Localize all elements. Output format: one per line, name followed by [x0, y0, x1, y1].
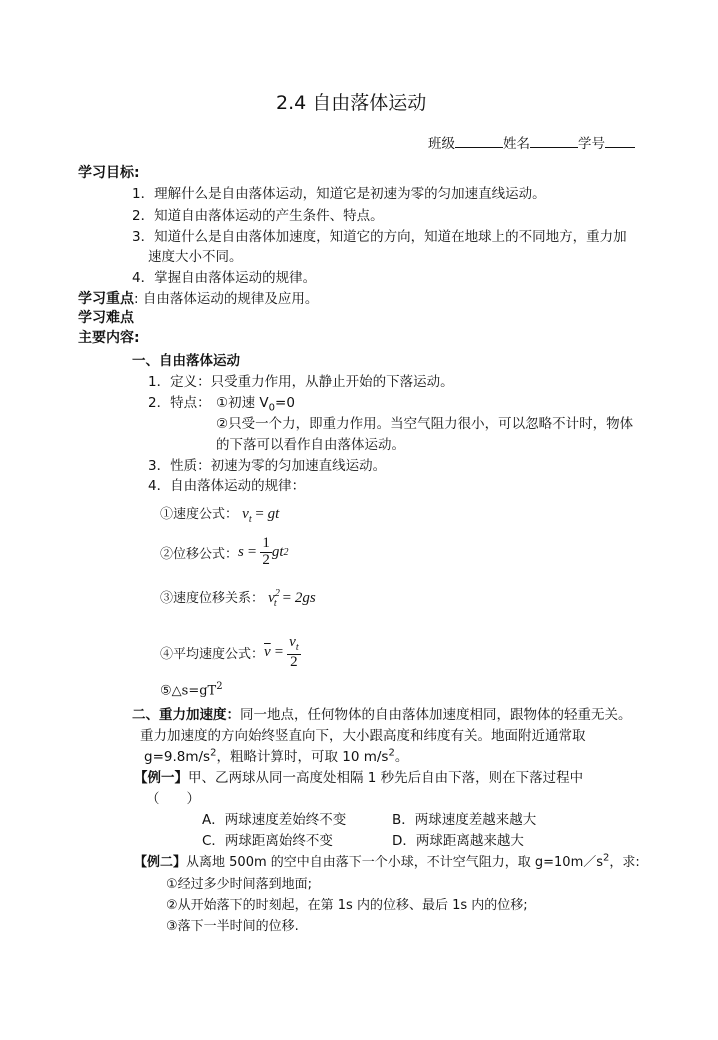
goals-heading: 学习目标:: [78, 165, 140, 181]
section1-definition: 1．定义：只受重力作用，从静止开始的下落运动。: [148, 374, 454, 390]
example2-text-b: ，求:: [609, 855, 640, 870]
key-point-colon: :: [134, 291, 139, 307]
example1-label: 【例一】: [134, 770, 188, 786]
key-point-line: [78, 287, 318, 308]
difficulty-heading: 学习难点: [78, 310, 134, 326]
formula-displacement: [160, 536, 289, 569]
goal-item-2: 2．知道自由落体运动的产生条件、特点。: [132, 208, 384, 224]
key-point-heading: 学习重点: [78, 291, 134, 307]
id-blank[interactable]: [605, 134, 635, 148]
formula2-expr: s = $\frac{1}{2}$ gt 2: [238, 535, 289, 568]
page-title: 2.4 自由落体运动: [276, 92, 427, 114]
feature1-sub: 0: [268, 402, 276, 414]
section1-feature-1: [216, 391, 295, 414]
section1-nature: 3．性质：初速为零的匀加速直线运动。: [148, 458, 387, 474]
example1-text: 甲、乙两球从同一高度处相隔 1 秒先后自由下落，则在下落过程中: [188, 770, 584, 786]
example1-option-c: C．两球距离始终不变: [202, 833, 333, 849]
example2-label: 【例二】: [134, 855, 187, 870]
section1-feature-2-line2: 的下落可以看作自由落体运动。: [216, 437, 405, 453]
class-blank[interactable]: [455, 134, 503, 148]
id-label: 学号: [578, 136, 605, 152]
section1-feature-2-line1: ②只受一个力，即重力作用。当空气阻力很小，可以忽略不计时，物体: [216, 416, 634, 432]
goal-item-4: 4．掌握自由落体运动的规律。: [132, 270, 317, 286]
formula2-label: ②位移公式：: [160, 546, 239, 562]
feature1-prefix: ①初速 V: [216, 395, 269, 411]
goal-item-1: 1．理解什么是自由落体运动，知道它是初速为零的匀加速直线运动。: [132, 186, 546, 202]
section1-laws-label: 4．自由落体运动的规律：: [148, 478, 306, 494]
section2-heading: 二、重力加速度：: [132, 707, 240, 723]
formula-average-velocity: [160, 635, 301, 670]
formula5-sup: 2: [216, 681, 223, 692]
formula-delta-s: [160, 681, 223, 698]
example1-option-a: A．两球速度差始终不变: [202, 812, 347, 828]
example2-q2: ②从开始落下的时刻起，在第 1s 内的位移、最后 1s 内的位移;: [166, 898, 528, 913]
class-label: 班级: [428, 136, 455, 152]
section2-line3-a: g=9.8m/s: [144, 749, 211, 765]
example2-sup: 2: [603, 852, 610, 864]
section2-line3: [144, 745, 408, 765]
formula5-text: ⑤△s=gT: [160, 683, 217, 699]
formula4-label: ④平均速度公式：: [160, 647, 265, 663]
example2-q1: ①经过多少时间落到地面;: [166, 877, 313, 892]
section2-line3-c: 。: [394, 749, 409, 765]
section2-line3-sup1: 2: [210, 747, 217, 759]
formula1-expr: $v_t$ = gt: [242, 506, 280, 525]
feature1-suffix: =0: [275, 395, 295, 411]
section2-text1: 同一地点，任何物体的自由落体加速度相同，跟物体的轻重无关。: [240, 707, 632, 723]
formula3-expr: $v_{2t} = 2gs$: [268, 588, 316, 609]
section2-line3-sup2: 2: [388, 747, 395, 759]
section2-line2: 重力加速度的方向始终竖直向下，大小跟高度和纬度有关。地面附近通常取: [140, 728, 586, 744]
goal-item-3: 3．知道什么是自由落体加速度，知道它的方向，知道在地球上的不同地方，重力加: [132, 229, 627, 245]
student-info-line: [428, 132, 635, 152]
example1-option-d: D．两球距离越来越大: [392, 833, 524, 849]
key-point-text: 自由落体运动的规律及应用。: [142, 291, 319, 307]
example2-text-a: 从离地 500m 的空中自由落下一个小球，不计空气阻力，取 g=10m／s: [186, 855, 604, 870]
goal-item-3-cont: 速度大小不同。: [148, 249, 243, 265]
formula1-label: ①速度公式：: [160, 507, 239, 522]
main-content-heading: 主要内容:: [78, 330, 140, 346]
formula3-label: ③速度位移关系：: [160, 591, 265, 606]
example1-paren: （ ）: [146, 791, 200, 807]
section1-heading: 一、自由落体运动: [132, 353, 240, 369]
example1-option-b: B．两球速度差越来越大: [392, 812, 537, 828]
example1-line: [134, 766, 583, 786]
section1-features-label: 2．特点：: [148, 395, 211, 411]
section2-line3-b: ，粗略计算时，可取 10 m/s: [216, 749, 389, 765]
section2-line1: [132, 703, 632, 723]
example2-q3: ③落下一半时间的位移.: [166, 919, 299, 934]
formula4-expr: $\overline{v}$ = $\frac{v_t}{2}$: [264, 634, 299, 670]
formula-velocity: [160, 503, 279, 525]
example2-line: [134, 851, 640, 870]
name-label: 姓名: [503, 136, 530, 152]
name-blank[interactable]: [530, 134, 578, 148]
formula-velocity-displacement: [160, 587, 316, 609]
